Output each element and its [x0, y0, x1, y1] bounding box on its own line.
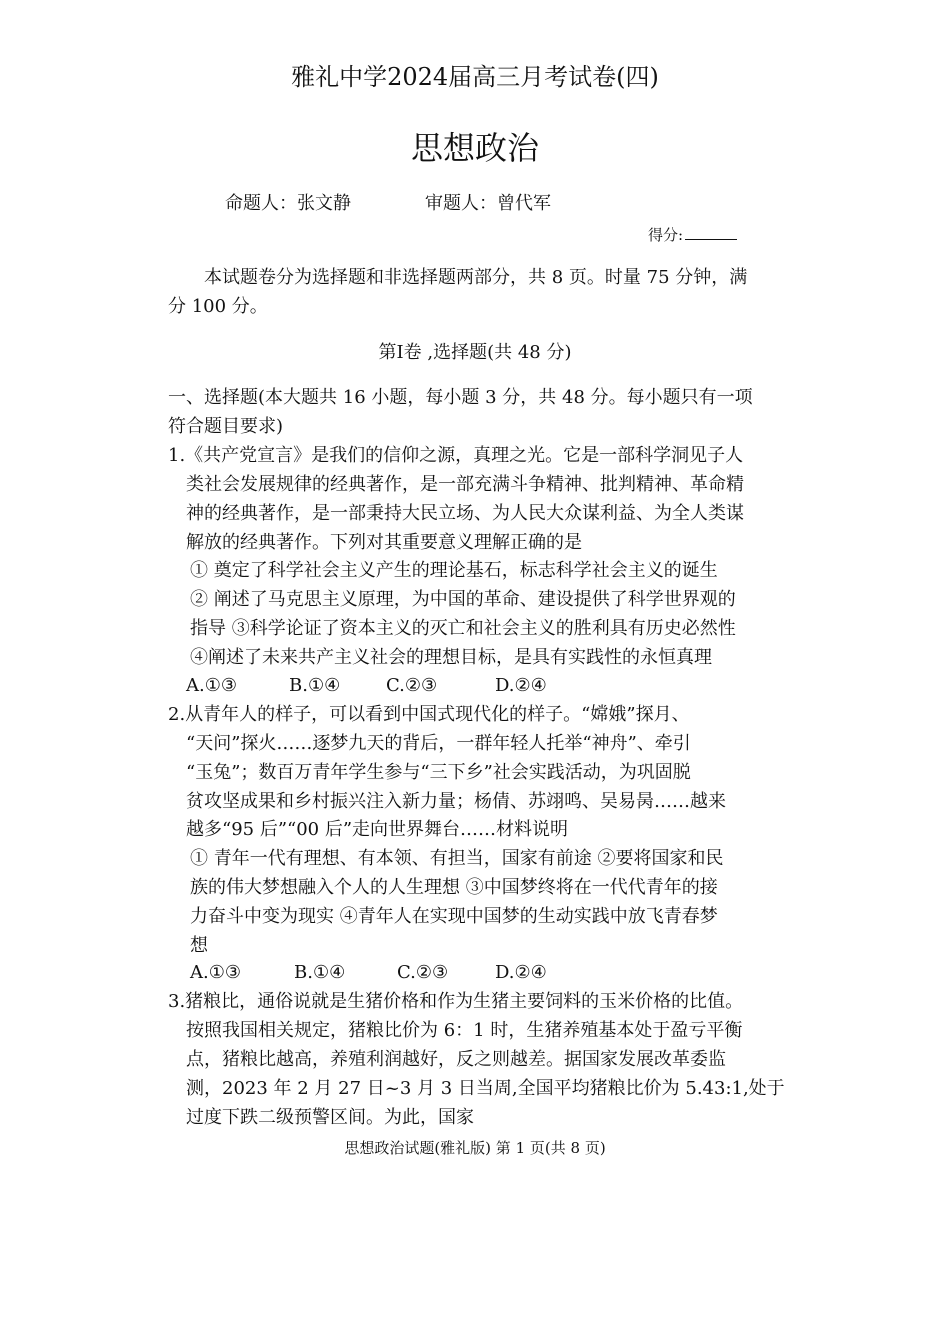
- question-2-stem-line: “玉兔”；数百万青年学生参与“三下乡”社会实践活动，为巩固脱: [186, 762, 691, 783]
- score-field: [648, 224, 737, 246]
- section-instruction-line-2: 符合题目要求): [168, 416, 284, 437]
- question-1-stem-line: 神的经典著作，是一部秉持大民立场、为人民大众谋利益、为全人类谋: [186, 503, 744, 524]
- score-blank-line: [685, 225, 737, 240]
- question-1-statement: ④阐述了未来共产主义社会的理想目标，是具有实践性的永恒真理: [190, 647, 712, 668]
- question-1-option-d: D.②④: [495, 675, 547, 696]
- question-3-stem-line: 点，猪粮比越高，养殖利润越好，反之则越差。据国家发展改革委监: [186, 1049, 726, 1070]
- page-footer: 思想政治试题(雅礼版) 第 1 页(共 8 页): [344, 1139, 606, 1157]
- score-label: 得分:: [648, 226, 684, 244]
- question-3-stem-line: 测，2023 年 2 月 27 日~3 月 3 日当周,全国平均猪粮比价为 5.43:1,处于: [186, 1078, 785, 1099]
- author-label: 命题人：张文静: [225, 193, 351, 214]
- question-2-stem-line: “天问”探火……逐梦九天的背后，一群年轻人托举“神舟”、牵引: [186, 733, 691, 754]
- question-2-statement: ① 青年一代有理想、有本领、有担当，国家有前途 ②要将国家和民: [190, 848, 724, 869]
- question-2-statement: 力奋斗中变为现实 ④青年人在实现中国梦的生动实践中放飞青春梦: [190, 906, 718, 927]
- question-3-stem-line: 3.猪粮比，通俗说就是生猪价格和作为生猪主要饲料的玉米价格的比值。: [168, 991, 744, 1012]
- question-2-stem-line: 2.从青年人的样子，可以看到中国式现代化的样子。“嫦娥”探月、: [168, 704, 690, 725]
- question-2-stem-line: 贫攻坚成果和乡村振兴注入新力量；杨倩、苏翊鸣、吴易昺……越来: [186, 791, 726, 812]
- question-2-stem-line: 越多“95 后”“00 后”走向世界舞台……材料说明: [186, 819, 569, 840]
- question-1-option-c: C.②③: [386, 675, 438, 696]
- question-1-option-b: B.①④: [289, 675, 341, 696]
- question-2-option-d: D.②④: [495, 962, 547, 983]
- question-2-statement: 族的伟大梦想融入个人的人生理想 ③中国梦终将在一代代青年的接: [190, 877, 718, 898]
- question-1-stem-line: 解放的经典著作。下列对其重要意义理解正确的是: [186, 532, 582, 553]
- intro-line-1: 本试题卷分为选择题和非选择题两部分，共 8 页。时量 75 分钟，满: [204, 267, 748, 288]
- section-instruction-line-1: 一、选择题(本大题共 16 小题，每小题 3 分，共 48 分。每小题只有一项: [168, 387, 753, 408]
- question-3-stem-line: 按照我国相关规定，猪粮比价为 6：1 时，生猪养殖基本处于盈亏平衡: [186, 1020, 743, 1041]
- question-2-statement: 想: [190, 935, 208, 956]
- question-2-option-a: A.①③: [190, 962, 241, 983]
- reviewer-label: 审题人：曾代军: [425, 193, 551, 214]
- question-2-option-c: C.②③: [397, 962, 449, 983]
- question-1-stem-line: 类社会发展规律的经典著作，是一部充满斗争精神、批判精神、革命精: [186, 474, 744, 495]
- exam-title: 雅礼中学2024届高三月考试卷(四): [291, 63, 659, 91]
- question-2-option-b: B.①④: [294, 962, 346, 983]
- question-1-statement: ① 奠定了科学社会主义产生的理论基石，标志科学社会主义的诞生: [190, 560, 718, 581]
- question-1-statement: ② 阐述了马克思主义原理，为中国的革命、建设提供了科学世界观的: [190, 589, 736, 610]
- subject-title: 思想政治: [410, 129, 539, 167]
- question-1-option-a: A.①③: [186, 675, 237, 696]
- question-3-stem-line: 过度下跌二级预警区间。为此，国家: [186, 1107, 474, 1128]
- section-heading: 第Ⅰ卷 ,选择题(共 48 分): [378, 342, 572, 363]
- intro-line-2: 分 100 分。: [168, 296, 268, 317]
- question-1-statement: 指导 ③科学论证了资本主义的灭亡和社会主义的胜利具有历史必然性: [190, 618, 736, 639]
- question-1-stem-line: 1.《共产党宣言》是我们的信仰之源，真理之光。它是一部科学洞见子人: [168, 445, 744, 466]
